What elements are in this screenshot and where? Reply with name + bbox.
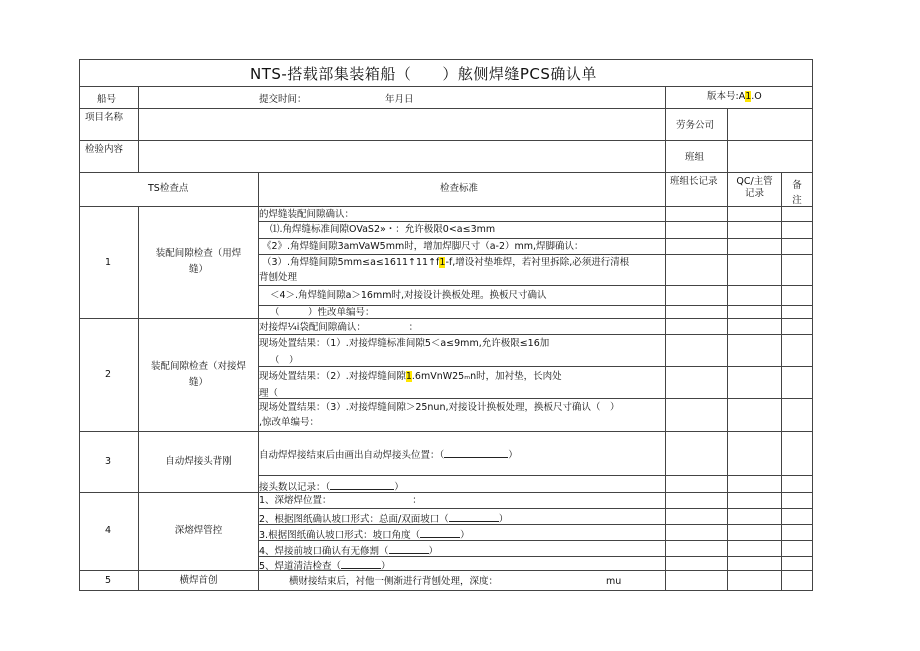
row-5-point: 横焊首创 — [179, 575, 218, 586]
grid-line — [665, 86, 666, 590]
row-1-line-4b: -f,增设衬垫堆焊，若衬里拆除,必须进行清根 — [445, 257, 630, 268]
grid-line — [79, 318, 813, 319]
row-4-line-2b: ） — [498, 514, 509, 525]
grid-line — [79, 59, 813, 60]
row-3-number: 3 — [105, 456, 112, 467]
row-1-point-line-2: 缝） — [188, 264, 208, 275]
row-4-line-1: 1、深熔焊位置： ： — [259, 495, 422, 506]
row-5-line-1: 横财接结束后，衬他一侧渐进行背刨处理，深度： — [289, 576, 499, 587]
row-4-blank-2 — [449, 511, 499, 522]
row-3-line-1 — [259, 447, 518, 462]
row-2-line-4a: 现场处置结果：（2）.对接焊缝间隙 — [259, 371, 406, 382]
grid-line — [79, 140, 813, 141]
column-header-standard: 检查标准 — [440, 183, 479, 194]
version-suffix: .O — [751, 91, 762, 102]
row-2-line-3: （ ） — [270, 355, 299, 365]
grid-line — [781, 172, 782, 590]
grid-line — [138, 86, 139, 172]
row-3-line-1a: 自动焊焊接结束后由画出自动焊接头位置：（ — [259, 450, 445, 461]
row-1-line-4a: （3）.角焊缝间隙5mm≤a≤1611↑11↑f — [262, 257, 440, 268]
row-2-line-2: 现场处置结果：（1）.对接焊缝标准间隙5＜a≤9mm,允许极限≤16加 — [259, 338, 550, 349]
row-1-line-2: ⑴.角焊缝标准间隙OVaS2»・：允许极限0<a≤3mm — [270, 224, 496, 235]
grid-line — [258, 398, 813, 399]
row-4-line-2a: 2、根据图纸确认坡口形式：总面/双面坡口（ — [259, 514, 449, 525]
column-header-ts-point: TS检查点 — [148, 183, 189, 194]
row-4-point: 深熔焊管控 — [174, 525, 223, 536]
row-2-line-1: 对接焊¼i袋配间隙确认： ： — [259, 322, 419, 333]
row-4-line-3b: ） — [460, 530, 470, 541]
ship-no-label: 船号 — [97, 94, 117, 105]
version-label — [707, 91, 762, 103]
grid-line — [258, 334, 813, 335]
grid-line — [79, 108, 813, 109]
grid-line — [258, 221, 813, 222]
row-1-line-5: 背刨处理 — [259, 272, 298, 283]
row-4-line-5b: ） — [381, 561, 391, 572]
column-header-leader-record: 班组长记录 — [670, 176, 718, 187]
qc-line-2: 记录 — [744, 188, 764, 199]
row-4-number: 4 — [105, 525, 112, 536]
row-4-line-3 — [259, 527, 470, 542]
row-3-blank-2 — [330, 479, 394, 490]
qc-line-1: QC/主管 — [736, 176, 773, 187]
row-2-line-4b: .6mVnW25ₘn时，加衬垫，长肉处 — [411, 371, 562, 382]
version-prefix: 版本号:A — [707, 91, 746, 102]
row-1-highlight: 1 — [439, 257, 446, 268]
grid-line — [258, 366, 813, 367]
row-1-line-3: 《2》.角焊缝间隙3amVaW5mm时，增加焊脚尺寸（a-2）mm,焊脚确认： — [262, 241, 584, 252]
date-label: 年月日 — [385, 94, 414, 105]
row-3-line-2 — [259, 479, 404, 494]
grid-line — [258, 254, 813, 255]
inspection-label: 检验内容 — [85, 144, 124, 155]
remark-line-2: 注 — [792, 195, 802, 206]
row-4-line-4a: 4、焊接前坡口确认有无修割（ — [259, 546, 389, 557]
version-highlight: 1 — [745, 91, 752, 102]
row-5-number: 5 — [105, 575, 112, 586]
row-3-blank-1 — [444, 447, 508, 458]
grid-line — [258, 508, 813, 509]
row-1-point — [139, 246, 258, 278]
grid-line — [79, 590, 813, 591]
row-4-line-5 — [259, 558, 391, 573]
grid-line — [79, 172, 813, 173]
row-5-line-2: mu — [606, 576, 622, 587]
grid-line — [79, 59, 80, 590]
row-2-line-5: 理（ — [259, 388, 279, 398]
grid-line — [79, 431, 813, 432]
row-1-line-7: （ ）性改单编号： — [270, 307, 375, 317]
row-2-line-6: 现场处置结果：（3）.对接焊缝间隙＞25nun,对接设计换板处理，换板尺寸确认（ ） — [259, 402, 620, 413]
grid-line — [79, 570, 813, 571]
row-2-point-line-2: 缝） — [188, 377, 208, 388]
row-4-line-3a: 3.根据图纸确认坡口形式：坡口角度（ — [259, 530, 421, 541]
row-4-line-5a: 5、焊道清洁检查（ — [259, 561, 342, 572]
row-3-line-2a: 接头数以记录：（ — [259, 482, 331, 493]
column-header-qc-record — [728, 176, 781, 200]
row-4-line-4 — [259, 543, 438, 558]
grid-line — [79, 86, 813, 87]
row-1-number: 1 — [105, 257, 112, 268]
row-4-blank-4 — [389, 543, 429, 554]
row-4-blank-3 — [420, 527, 460, 538]
grid-line — [258, 475, 813, 476]
row-3-line-2b: ） — [394, 482, 404, 493]
row-1-point-line-1: 装配间隙检查（用焊 — [155, 248, 242, 259]
row-1-line-6: ＜4＞.角焊缝间隙a＞16mm时,对接设计换板处理。换板尺寸确认 — [270, 290, 547, 301]
remark-line-1: 备 — [792, 180, 802, 191]
grid-line — [258, 285, 813, 286]
row-2-point — [139, 359, 258, 391]
row-4-blank-5 — [341, 558, 381, 569]
grid-line — [258, 305, 813, 306]
team-label: 班组 — [685, 152, 705, 163]
row-2-line-4 — [259, 371, 562, 383]
row-4-line-2 — [259, 511, 508, 526]
labor-company-label: 劳务公司 — [676, 120, 715, 131]
page-title: NTS-搭载部集装箱船（ ）舷侧焊缝PCS确认单 — [250, 65, 597, 83]
row-2-highlight: 1 — [405, 371, 412, 382]
grid-line — [79, 492, 813, 493]
grid-line — [812, 59, 813, 590]
submit-time-label: 提交时间： — [259, 94, 307, 105]
row-2-point-line-1: 装配间隙检查（对接焊 — [150, 361, 246, 372]
project-name-label: 项目名称 — [85, 112, 124, 123]
row-1-line-4 — [262, 257, 629, 269]
column-header-remark — [782, 178, 812, 208]
row-4-line-4b: ） — [428, 546, 439, 557]
row-1-line-1: 的焊缝装配间隙确认： — [259, 209, 355, 220]
grid-line — [79, 206, 813, 207]
row-2-number: 2 — [105, 369, 112, 380]
row-3-point: 自动焊接头背刚 — [165, 456, 232, 467]
row-2-line-7: ,惊改单编号： — [259, 417, 320, 428]
row-3-line-1b: ） — [508, 450, 518, 461]
grid-line — [258, 238, 813, 239]
